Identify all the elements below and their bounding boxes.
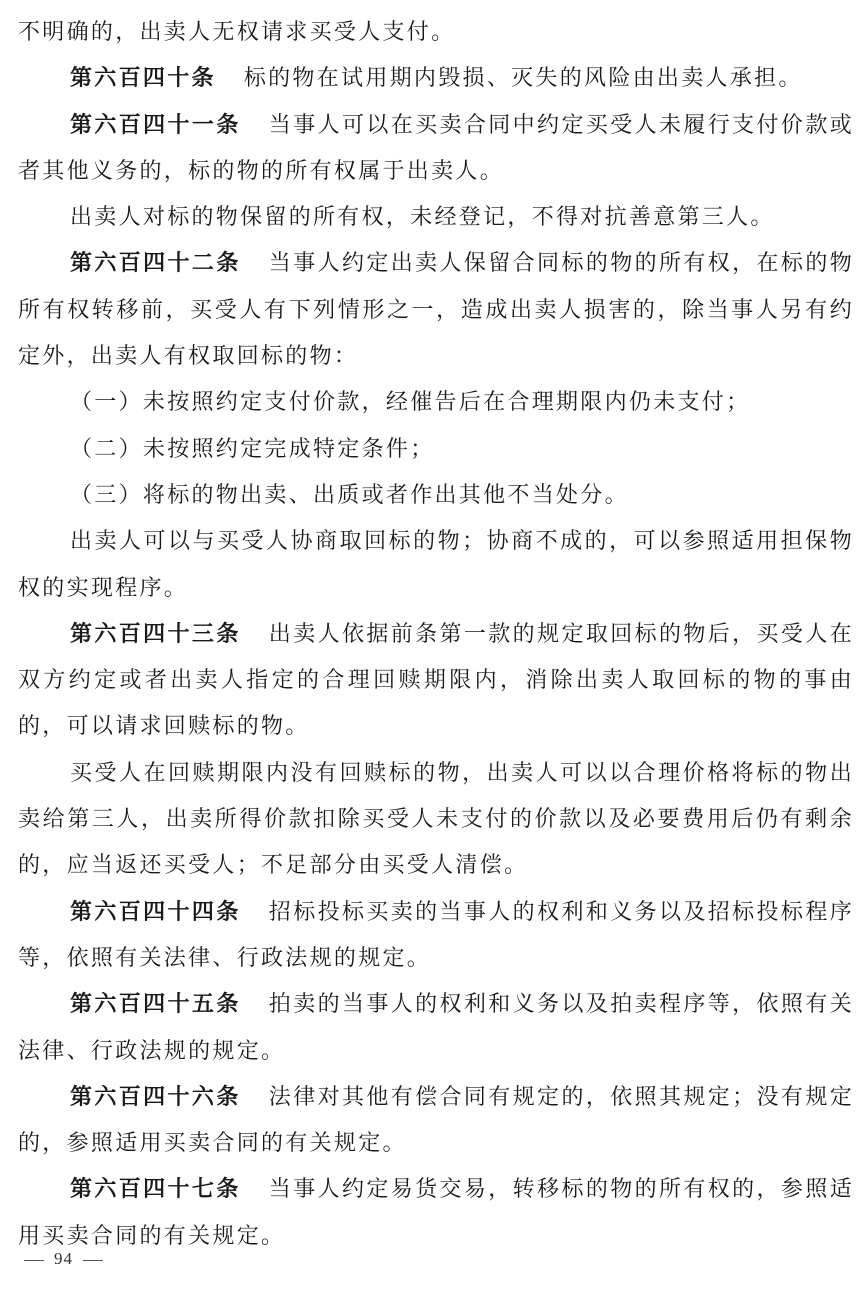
article-paragraph bbox=[18, 1167, 854, 1260]
paragraph-text: 当事人可以在买卖合同中约定买受人未履行支付价款或者其他义务的，标的物的所有权属于出卖人。 bbox=[18, 112, 855, 184]
footer-dash-left bbox=[24, 1260, 44, 1261]
page-footer bbox=[24, 1249, 103, 1269]
paragraph-text: 当事人约定易货交易，转移标的物的所有权的，参照适用买卖合同的有关规定。 bbox=[18, 1177, 855, 1249]
article-number: 第六百四十一条 bbox=[70, 112, 241, 138]
article-paragraph bbox=[18, 241, 854, 380]
paragraph-text: 出卖人可以与买受人协商取回标的物；协商不成的，可以参照适用担保物权的实现程序。 bbox=[18, 529, 854, 601]
text-paragraph bbox=[18, 10, 854, 56]
paragraph-text: 当事人约定出卖人保留合同标的物的所有权，在标的物所有权转移前，买受人有下列情形之一，造成出卖人损害的，除当事人另有约定外，出卖人有权取回标的物： bbox=[18, 251, 855, 370]
article-paragraph bbox=[18, 890, 854, 983]
document-body bbox=[18, 10, 854, 1260]
article-paragraph bbox=[18, 982, 854, 1075]
text-paragraph bbox=[18, 473, 854, 519]
article-number: 第六百四十三条 bbox=[70, 621, 241, 647]
article-number: 第六百四十二条 bbox=[70, 251, 241, 277]
paragraph-text: 出卖人依据前条第一款的规定取回标的物后，买受人在双方约定或者出卖人指定的合理回赎期限内，消除出卖人取回标的物的事由的，可以请求回赎标的物。 bbox=[18, 621, 855, 740]
paragraph-text: （一）未按照约定支付价款，经催告后在合理期限内仍未支付； bbox=[70, 390, 751, 416]
paragraph-text: 买受人在回赎期限内没有回赎标的物，出卖人可以以合理价格将标的物出卖给第三人，出卖所得价款扣除买受人未支付的价款以及必要费用后仍有剩余的，应当返还买受人；不足部分由买受人清偿。 bbox=[18, 760, 854, 879]
paragraph-text: 标的物在试用期内毁损、灭失的风险由出卖人承担。 bbox=[243, 66, 803, 92]
article-number: 第六百四十六条 bbox=[70, 1084, 241, 1110]
text-paragraph bbox=[18, 751, 854, 890]
article-paragraph bbox=[18, 1075, 854, 1168]
text-paragraph bbox=[18, 195, 854, 241]
text-paragraph bbox=[18, 380, 854, 426]
paragraph-text: 拍卖的当事人的权利和义务以及拍卖程序等，依照有关法律、行政法规的规定。 bbox=[18, 992, 855, 1064]
page-number: 94 bbox=[54, 1249, 73, 1268]
article-number: 第六百四十七条 bbox=[70, 1177, 241, 1203]
paragraph-text: （三）将标的物出卖、出质或者作出其他不当处分。 bbox=[70, 482, 629, 508]
paragraph-text: 不明确的，出卖人无权请求买受人支付。 bbox=[18, 20, 456, 45]
text-paragraph bbox=[18, 519, 854, 612]
footer-dash-right bbox=[83, 1260, 103, 1261]
paragraph-text: （二）未按照约定完成特定条件； bbox=[70, 436, 435, 462]
article-paragraph bbox=[18, 612, 854, 751]
article-paragraph bbox=[18, 56, 854, 102]
article-paragraph bbox=[18, 103, 854, 196]
article-number: 第六百四十条 bbox=[70, 66, 216, 92]
paragraph-text: 招标投标买卖的当事人的权利和义务以及招标投标程序等，依照有关法律、行政法规的规定。 bbox=[18, 899, 855, 971]
article-number: 第六百四十四条 bbox=[70, 899, 241, 925]
paragraph-text: 出卖人对标的物保留的所有权，未经登记，不得对抗善意第三人。 bbox=[70, 205, 775, 231]
article-number: 第六百四十五条 bbox=[70, 992, 241, 1018]
paragraph-text: 法律对其他有偿合同有规定的，依照其规定；没有规定的，参照适用买卖合同的有关规定。 bbox=[18, 1084, 855, 1157]
text-paragraph bbox=[18, 427, 854, 473]
